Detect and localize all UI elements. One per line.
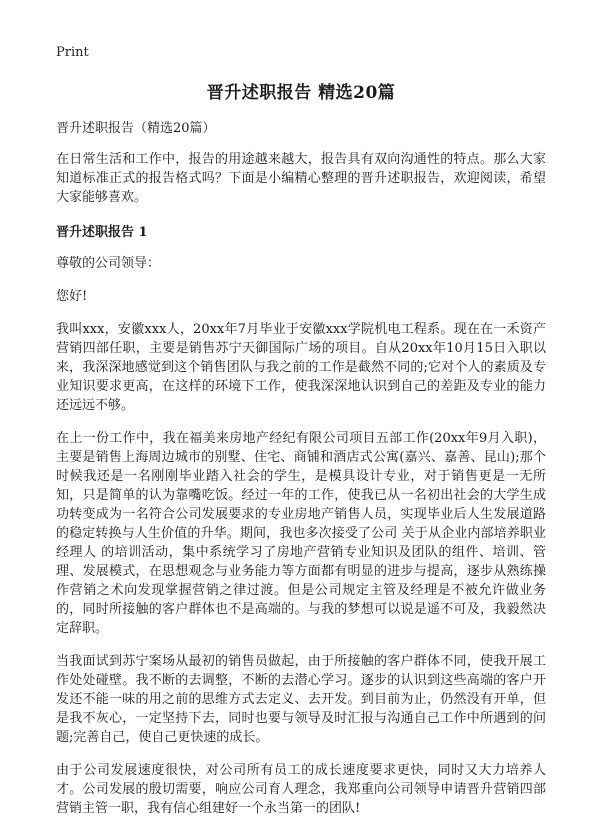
body-paragraph-3: 当我面试到苏宁案场从最初的销售员做起，由于所接触的客户群体不同，使我开展工作处处碰壁。我不断的去调整，不断的去潜心学习。逐步的认识到这些高端的客户开发还不能一味的用之前的思维方式去定义、去开发。到目前为止，仍然没有开单，但是我不灰心，一定坚持下去，同时也要与领导及时汇报与沟通自己工作中所遇到的问题;完善自己，使自己更快速的成长。	[56, 654, 546, 745]
section-heading: 晋升述职报告 1	[56, 225, 148, 240]
body-paragraph-4: 由于公司发展速度很快，对公司所有员工的成长速度要求更快，同时又大力培养人才。公司发展的殷切需要，响应公司育人理念，我郑重向公司领导申请晋升营销四部营销主管一职，我有信心组建好一个永当第一的团队!	[56, 763, 546, 816]
document-body	[56, 78, 546, 832]
page-title: 晋升述职报告 精选20篇	[206, 83, 396, 103]
intro-paragraph: 在日常生活和工作中，报告的用途越来越大，报告具有双向沟通性的特点。那么大家知道标准正式的报告格式吗？下面是小编精心整理的晋升述职报告，欢迎阅读，希望大家能够喜欢。	[56, 152, 546, 205]
body-paragraph-2: 在上一份工作中，我在福美来房地产经纪有限公司项目五部工作(20xx年9月入职)，主要是销售上海周边城市的别墅、住宅、商铺和酒店式公寓(嘉兴、嘉善、昆山);那个时候我还是一名刚刚毕业踏入社会的学生，是模具设计专业，对于销售更是一无所知，只是简单的认为靠嘴吃饭。经过一年的工作，使我已从一名初出社会的大学生成功转变成为一名符合公司发展要求的专业房地产销售人员，实现毕业后人生发展道路的稳定转换与人生价值的升华。期间，我也多次接受了公司 关于从企业内部培养职业经理人 的培训活动，集中系统学习了房地产营销专业知识及团队的组件、培训、管理、发展模式，在思想观念与业务能力等方面都有明显的进步与提高，逐步从熟练操作营销之术向发现掌握营销之律过渡。但是公司规定主管及经理是不被允许做业务的，同时所接触的客户群体也不是高端的。与我的梦想可以说是遥不可及，我毅然决定辞职。	[56, 431, 546, 636]
document-subtitle: 晋升述职报告（精选20篇）	[56, 121, 216, 136]
body-paragraph-1: 我叫xxx，安徽xxx人，20xx年7月毕业于安徽xxx学院机电工程系。现在在一禾资产营销四部任职，主要是销售苏宁天御国际广场的项目。自从20xx年10月15日入职以来，我深深地感觉到这个销售团队与我之前的工作是截然不同的;它对个人的素质及专业知识要求更高，在这样的环境下工作，使我深深地认识到自己的差距及专业的能力还远远不够。	[56, 322, 546, 413]
print-link[interactable]: Print	[56, 45, 89, 60]
salutation: 您好!	[56, 289, 88, 304]
greeting: 尊敬的公司领导：	[56, 256, 161, 271]
